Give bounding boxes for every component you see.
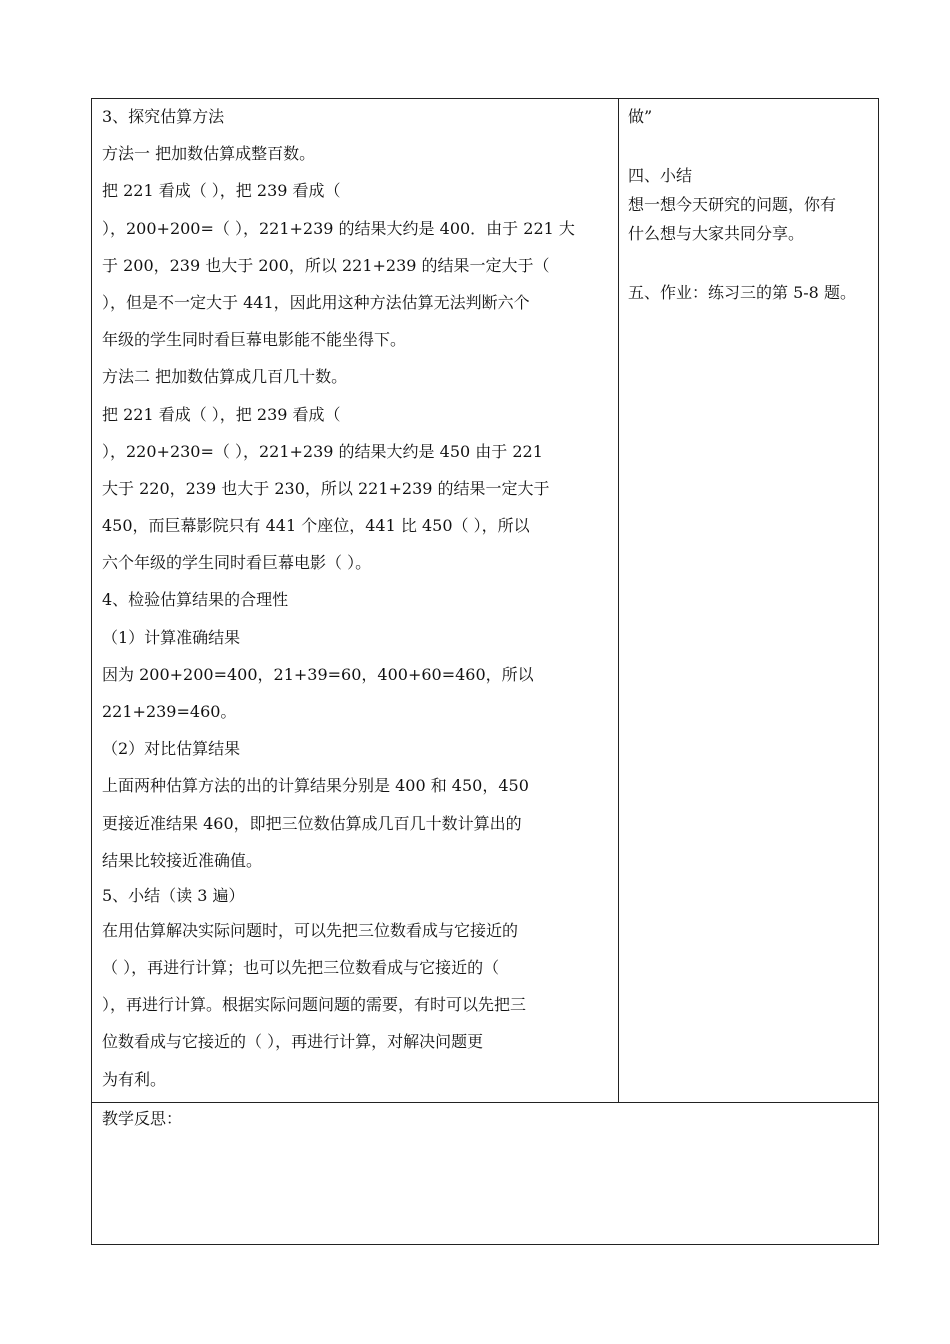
text-line: ），220+230=（ ），221+239 的结果大约是 450 由于 221	[102, 441, 543, 461]
text-line: 于 200，239 也大于 200，所以 221+239 的结果一定大于（	[102, 255, 550, 275]
text-line: 为有利。	[102, 1069, 167, 1089]
text-line: 450，而巨幕影院只有 441 个座位，441 比 450（ ），所以	[102, 516, 530, 536]
method-heading: 方法二 把加数估算成几百几十数。	[102, 367, 348, 387]
text-line: ），再进行计算。根据实际问题问题的需要，有时可以先把三	[102, 995, 527, 1015]
summary-text: 想一想今天研究的问题，你有	[628, 195, 837, 214]
text-line: ），200+200=（ ），221+239 的结果大约是 400．由于 221 大	[102, 218, 575, 238]
text-line: 把 221 看成（ ），把 239 看成（	[102, 404, 341, 424]
text-line: 年级的学生同时看巨幕电影能不能坐得下。	[102, 330, 407, 350]
text-line: 上面两种估算方法的出的计算结果分别是 400 和 450，450	[102, 776, 529, 796]
text-line: 六个年级的学生同时看巨幕电影（ ）。	[102, 553, 372, 573]
section-heading: 3、探究估算方法	[102, 107, 225, 126]
process-column	[102, 103, 602, 1103]
text-line: 结果比较接近准确值。	[102, 850, 263, 870]
summary-text: 什么想与大家共同分享。	[628, 224, 805, 243]
section-heading: 4、检验估算结果的合理性	[102, 590, 289, 610]
sub-heading: （2）对比估算结果	[102, 739, 241, 759]
section-heading: 5、小结（读 3 遍）	[102, 885, 245, 905]
teaching-reflection-label: 教学反思：	[102, 1109, 183, 1128]
text-line: 在用估算解决实际问题时，可以先把三位数看成与它接近的	[102, 920, 519, 940]
column-divider	[618, 99, 619, 1102]
method-heading: 方法一 把加数估算成整百数。	[102, 144, 316, 164]
text-line: 因为 200+200=400，21+39=60，400+60=460，所以	[102, 664, 534, 684]
text-line: 更接近准结果 460，即把三位数估算成几百几十数计算出的	[102, 813, 522, 833]
homework-text: 五、作业：练习三的第 5-8 题。	[628, 283, 856, 302]
text-line: 大于 220，239 也大于 230，所以 221+239 的结果一定大于	[102, 478, 550, 498]
continued-text: 做”	[628, 107, 653, 126]
text-line: 位数看成与它接近的（ ），再进行计算，对解决问题更	[102, 1032, 484, 1052]
text-line: （ ），再进行计算；也可以先把三位数看成与它接近的（	[102, 957, 500, 977]
text-line: 把 221 看成（ ），把 239 看成（	[102, 181, 341, 201]
text-line: 221+239=460。	[102, 702, 237, 721]
notes-column	[628, 103, 874, 308]
lesson-plan-table	[91, 98, 879, 1245]
summary-heading: 四、小结	[628, 166, 693, 185]
text-line: ），但是不一定大于 441，因此用这种方法估算无法判断六个	[102, 292, 530, 312]
sub-heading: （1）计算准确结果	[102, 627, 241, 647]
